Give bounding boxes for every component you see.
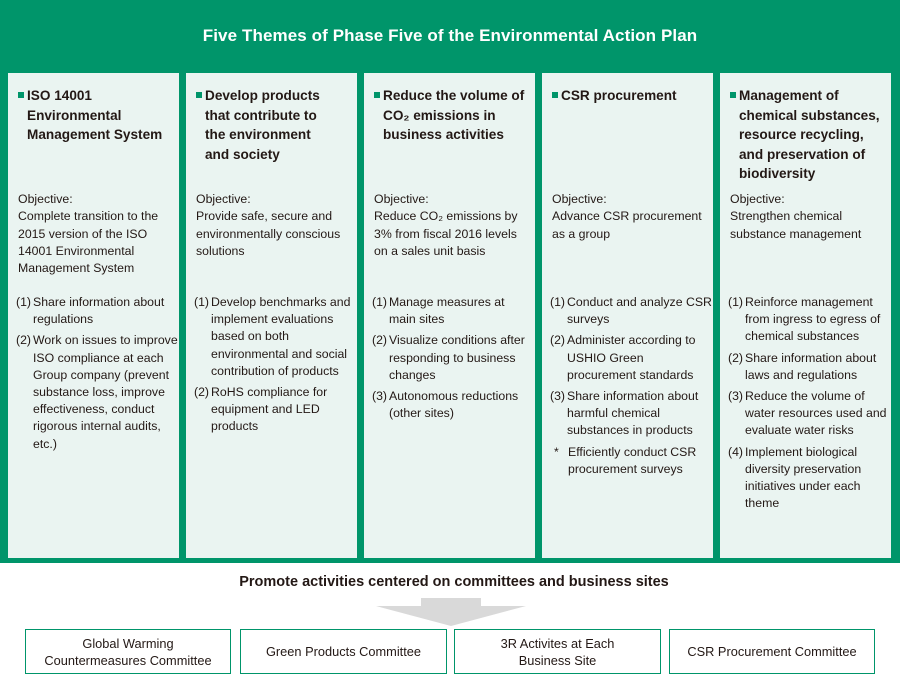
measure-text: Share information about harmful chemical substances in products xyxy=(567,389,699,438)
objective-text: Advance CSR procurement as a group xyxy=(552,209,702,241)
theme-objective xyxy=(196,191,354,260)
measure-number: (1) xyxy=(194,295,210,309)
committee-box-global-warming xyxy=(25,629,231,674)
objective-text: Complete transition to the 2015 version of the ISO 14001 Environmental Management System xyxy=(18,209,159,276)
square-bullet-icon xyxy=(552,92,558,98)
objective-label: Objective: xyxy=(730,192,785,206)
measure-number: (2) xyxy=(16,333,32,348)
objective-label: Objective: xyxy=(196,192,251,206)
theme-heading xyxy=(552,86,712,106)
objective-label: Objective: xyxy=(18,192,73,206)
objective-text: Reduce CO₂ emissions by 3% from fiscal 2016 levels on a sales unit basis xyxy=(374,209,518,258)
measure-number: (2) xyxy=(728,350,744,365)
theme-column-co2 xyxy=(364,73,535,558)
page-title: Five Themes of Phase Five of the Environmental Action Plan xyxy=(202,26,698,45)
objective-label: Objective: xyxy=(552,192,607,206)
theme-column-chemical xyxy=(720,73,891,558)
list-item xyxy=(550,332,712,384)
theme-heading xyxy=(196,86,356,164)
theme-column-csr xyxy=(542,73,713,558)
list-item xyxy=(16,332,178,452)
theme-title: Reduce the volume of CO₂ emissions in business activities xyxy=(383,88,525,142)
measure-text: Reduce the volume of water resources used and evaluate water risks xyxy=(745,389,887,438)
theme-title: Develop products that contribute to the environment and society xyxy=(205,88,320,162)
theme-heading xyxy=(730,86,890,184)
list-item xyxy=(550,294,712,328)
theme-objective xyxy=(730,191,888,243)
measure-number: (1) xyxy=(372,295,388,309)
list-item xyxy=(550,388,712,440)
theme-title: Management of chemical substances, resource recycling, and preservation of biodiversity xyxy=(739,88,880,181)
list-item xyxy=(728,350,890,384)
theme-heading xyxy=(374,86,534,145)
list-item xyxy=(372,388,534,422)
objective-label: Objective: xyxy=(374,192,429,206)
objective-text: Strengthen chemical substance management xyxy=(730,209,862,241)
measure-number: (3) xyxy=(728,389,744,404)
committee-label: Global Warming Countermeasures Committee xyxy=(44,635,212,668)
measure-number: (1) xyxy=(550,295,566,309)
list-item xyxy=(728,294,890,346)
theme-objective xyxy=(18,191,176,277)
measure-list xyxy=(16,294,178,457)
measure-text: RoHS compliance for equipment and LED products xyxy=(211,385,328,434)
measure-list xyxy=(550,294,712,482)
list-item xyxy=(194,384,356,436)
measure-text: Efficiently conduct CSR procurement surveys xyxy=(568,444,697,476)
committee-box-green-products xyxy=(240,629,447,674)
square-bullet-icon xyxy=(196,92,202,98)
measure-number: (2) xyxy=(194,385,210,400)
theme-objective xyxy=(552,191,710,243)
committee-label: Green Products Committee xyxy=(265,644,422,659)
measure-text: Share information about regulations xyxy=(33,295,165,327)
measure-text: Reinforce management from ingress to egress of chemical substances xyxy=(745,295,881,344)
measure-text: Manage measures at main sites xyxy=(389,295,505,327)
theme-column-iso14001 xyxy=(8,73,179,558)
measure-number: (2) xyxy=(372,333,388,348)
measure-text: Share information about laws and regulations xyxy=(745,350,877,382)
theme-column-products xyxy=(186,73,357,558)
committee-box-csr-procurement xyxy=(669,629,875,674)
list-item xyxy=(194,294,356,380)
objective-text: Provide safe, secure and environmentally conscious solutions xyxy=(196,209,341,258)
asterisk-note-icon: * xyxy=(554,444,559,459)
measure-text: Work on issues to improve ISO compliance at each Group company (prevent substance loss, improve effectiveness, conduct rigorous internal audits, etc.) xyxy=(33,333,178,451)
square-bullet-icon xyxy=(18,92,24,98)
square-bullet-icon xyxy=(730,92,736,98)
list-item xyxy=(372,332,534,384)
theme-heading xyxy=(18,86,178,145)
measure-list xyxy=(194,294,356,440)
theme-title: ISO 14001 Environmental Management System xyxy=(27,88,163,142)
measure-text: Autonomous reductions (other sites) xyxy=(389,389,519,421)
committee-label: 3R Activites at Each Business Site xyxy=(500,635,615,668)
measure-number: (2) xyxy=(550,333,566,348)
measure-number: (1) xyxy=(728,295,744,309)
theme-objective xyxy=(374,191,532,260)
measure-list xyxy=(728,294,890,516)
measure-text: Visualize conditions after responding to business changes xyxy=(389,333,525,382)
measure-text: Implement biological diversity preservation initiatives under each theme xyxy=(745,444,862,511)
measure-text: Conduct and analyze CSR surveys xyxy=(567,295,712,327)
list-item xyxy=(372,294,534,328)
promote-caption: Promote activities centered on committees and business sites xyxy=(239,574,669,590)
list-item xyxy=(728,388,890,440)
measure-number: (4) xyxy=(728,444,744,459)
measure-number: (1) xyxy=(16,295,32,309)
list-item xyxy=(16,294,178,328)
committee-label: CSR Procurement Committee xyxy=(687,644,857,659)
measure-text: Develop benchmarks and implement evaluations based on both environmental and social contribution of products xyxy=(211,295,351,378)
list-item xyxy=(728,444,890,513)
measure-number: (3) xyxy=(550,389,566,404)
down-arrow-icon xyxy=(376,598,526,626)
measure-list xyxy=(372,294,534,426)
measure-number: (3) xyxy=(372,389,388,404)
committee-box-3r-activities xyxy=(454,629,661,674)
square-bullet-icon xyxy=(374,92,380,98)
list-item xyxy=(554,444,712,478)
measure-text: Administer according to USHIO Green procurement standards xyxy=(567,333,696,382)
theme-title: CSR procurement xyxy=(561,88,677,103)
